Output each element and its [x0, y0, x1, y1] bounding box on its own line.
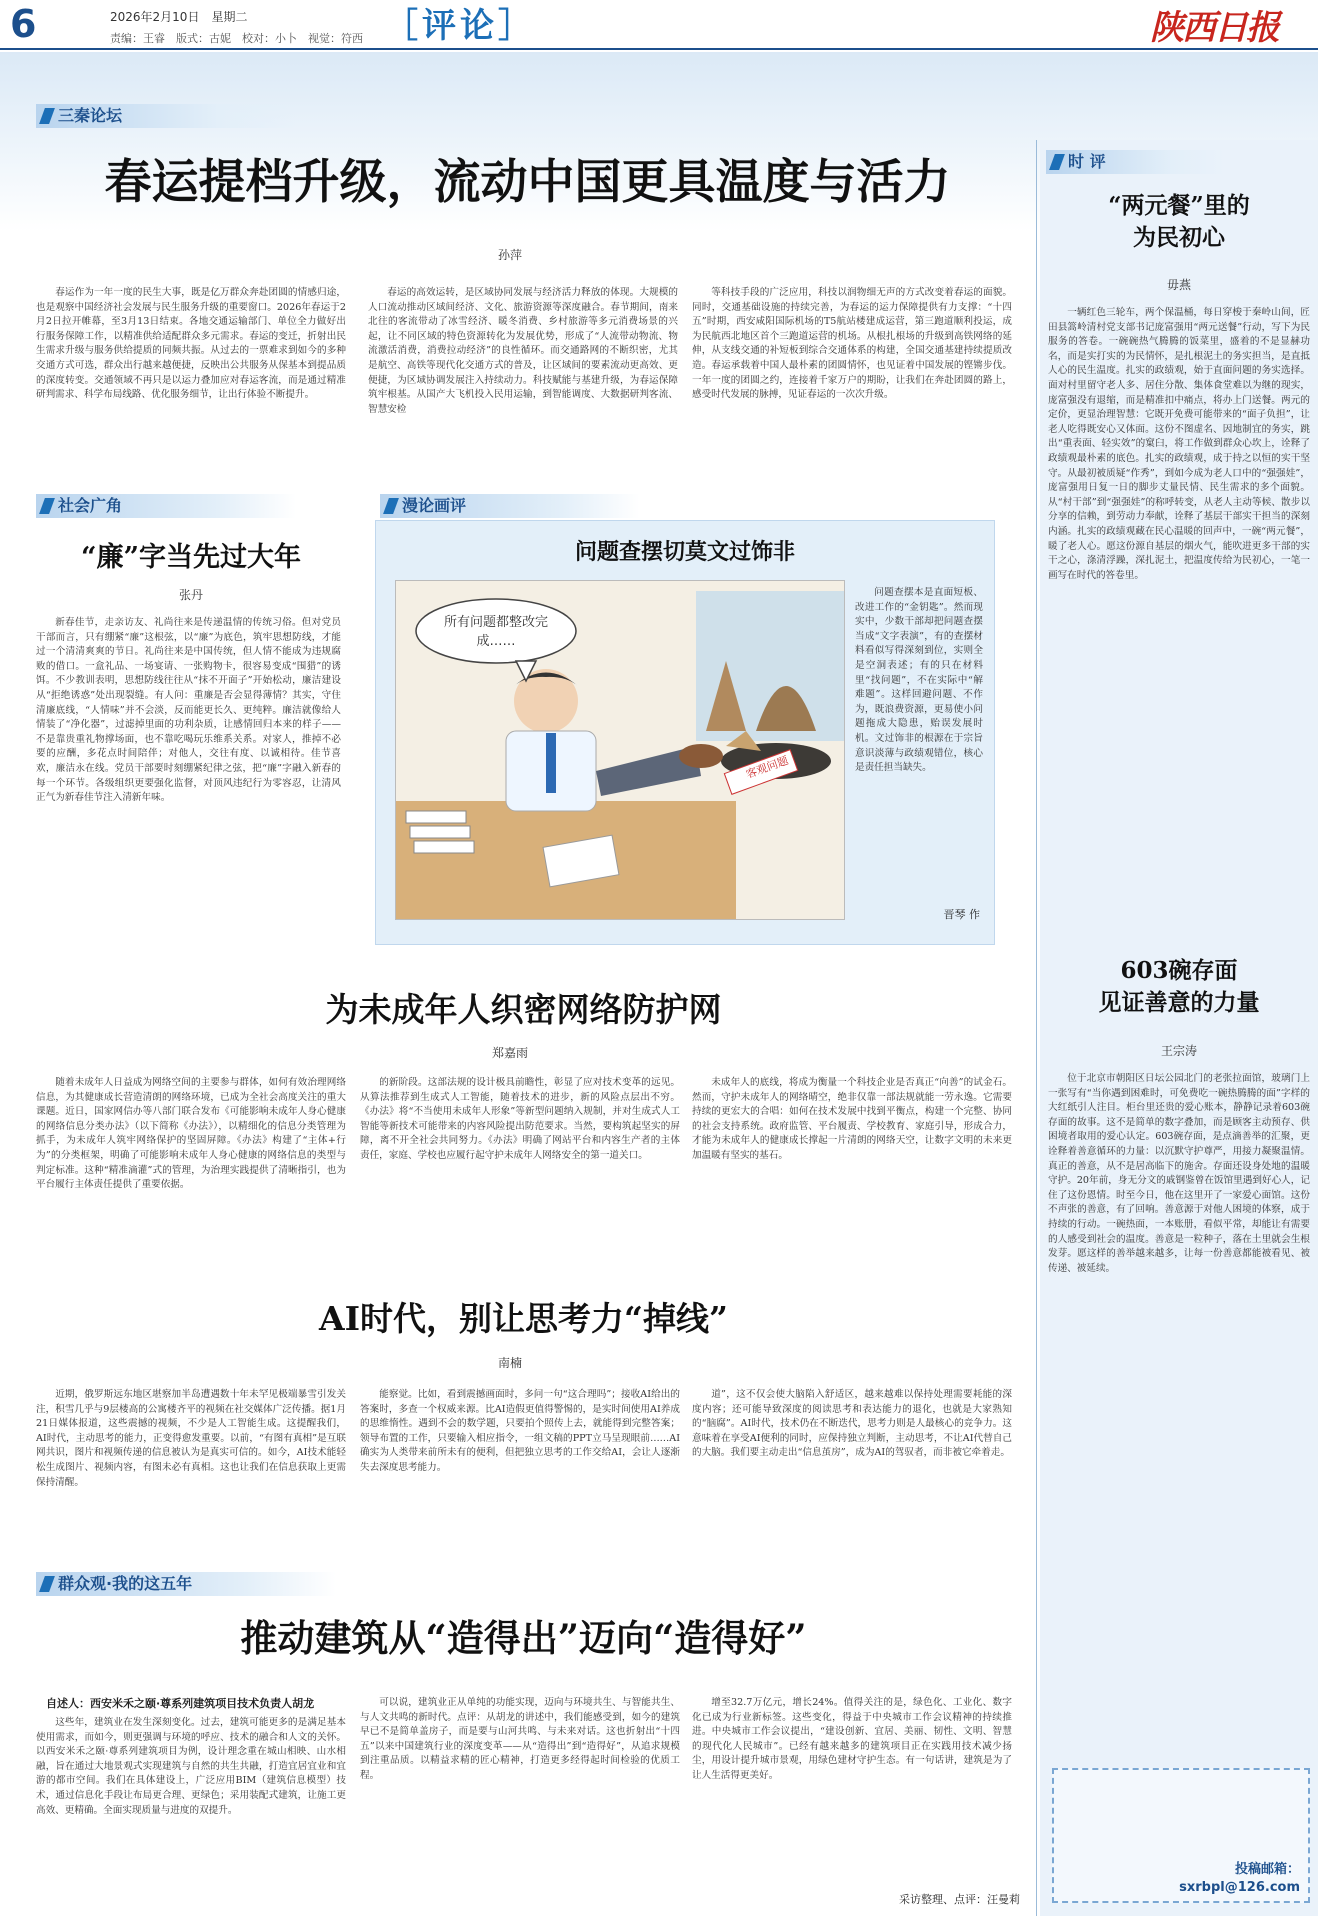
- page-number: 6: [10, 2, 37, 46]
- main-headline: 春运提档升级，流动中国更具温度与活力: [104, 155, 951, 210]
- sign-text: 客观问题: [744, 753, 791, 782]
- cartoon-headline: 问题查摆切莫文过饰非: [574, 539, 795, 565]
- section-title: ［评论］: [384, 6, 536, 46]
- minor-body-col2: 的新阶段。这部法规的设计极具前瞻性，彰显了应对技术变革的远见。从算法推荐到生成式人工智能，随着技术的进步，新的风险点层出不穷。《办法》将“不当使用未成年人形象”等新型问题纳入规制，并对生成式人工智能等新技术可能带来的内容风险提出防范要求。当然，要构筑起坚实的屏障，离不开全社会共同努力。《办法》明确了网站平台和内容生产者的主体责任，家庭、学校也应履行起守护未成年人网络安全的第一道关口。: [360, 1077, 680, 1161]
- liangyuan-headline-line1: “两元餐”里的: [1108, 192, 1250, 219]
- submission-label: 投稿邮箱：: [1234, 1862, 1300, 1877]
- minor-headline: 为未成年人织密网络防护网: [325, 990, 722, 1029]
- column-tag-qunzhong: 群众观·我的这五年: [36, 1572, 336, 1596]
- noodles-headline-line2: 见证善意的力量: [1098, 989, 1260, 1016]
- ai-headline: AI时代，别让思考力“掉线”: [318, 1299, 728, 1338]
- building-body-col3: 增至32.7万亿元，增长24%。值得关注的是，绿色化、工业化、数字化已成为行业新标签。这些变化，得益于中央城市工作会议精神的持续推进。中央城市工作会议提出，“建设创新、宜居、美丽、韧性、文明、智慧的现代化人民城市”。已经有越来越多的建筑项目正在实践用技术减少扬尘，用设计提升城市景观，用绿色建材守护生态。有一句话讲，建筑是为了让人生活得更美好。: [692, 1697, 1012, 1781]
- column-tag-manlun: 漫论画评: [380, 494, 640, 518]
- liangyuan-headline-line2: 为民初心: [1133, 224, 1225, 251]
- main-byline: 孙萍: [497, 248, 522, 262]
- lian-byline: 张丹: [178, 588, 203, 602]
- column-tag-shehui: 社会广角: [36, 494, 296, 518]
- building-body-col1: 这些年，建筑业在发生深刻变化。过去，建筑可能更多的是满足基本使用需求，而如今，则更强调与环境的呼应、技术的融合和人文的关怀。以西安米禾之颐·尊系列建筑项目为例，设计理念重在城山相映、山水相融，旨在通过大地景观式实现建筑与自然的共生共融，打造宜居宜业和宜游的都市空间。我们在具体建设上，广泛应用BIM（建筑信息模型）技术，通过信息化手段让布局更合理、更绿色；采用装配式建筑，让施工更高效、更精确。全面实现质量与进度的双提升。: [36, 1717, 346, 1816]
- building-intro-name: 西安米禾之颐·尊系列建筑项目技术负责人胡龙: [90, 1697, 315, 1710]
- minor-body-col3: 未成年人的底线，将成为衡量一个科技企业是否真正“向善”的试金石。然而，守护未成年人的网络晴空，绝非仅靠一部法规就能一劳永逸。它需要持续的更宏大的合唱：如何在技术发展中找到平衡点，构建一个完整、协同的社会支持系统。政府监管、平台履责、学校教育、家庭引导，形成合力，才能为未成年人的健康成长撑起一片清朗的网络天空，让数字文明的未来更加温暖有坚实的基石。: [692, 1077, 1012, 1161]
- building-body-col2: 可以说，建筑业正从单纯的功能实现，迈向与环境共生、与智能共生、与人文共鸣的新时代。点评：从胡龙的讲述中，我们能感受到，如今的建筑早已不是简单盖房子，而是要与山河共鸣、与未来对话。这也折射出“十四五”以来中国建筑行业的深度变革——从“造得出”到“造得好”，从追求规模到注重品质。以精益求精的匠心精神，打造更多经得起时间检验的优质工程。: [360, 1697, 680, 1781]
- main-body-col3: 等科技手段的广泛应用，科技以润物细无声的方式改变着春运的面貌。同时，交通基础设施的持续完善，为春运的运力保障提供有力支撑：“十四五”时期，西安咸阳国际机场的T5航站楼建成运营，第三跑道顺利投运，成为民航西北地区首个三跑道运营的机场。从根扎根场的升级到高铁网络的延伸，从支线交通的补短板到综合交通体系的构建，全国交通基建持续提质改造。春运承载着中国人最朴素的团圆情怀，也见证着中国发展的铿锵步伐。一年一度的团圆之约，连接着千家万户的期盼，让我们在奔赴团圆的路上，感受时代发展的脉搏，见证春运的一次次升级。: [692, 287, 1012, 401]
- minor-byline: 郑嘉雨: [491, 1046, 528, 1060]
- lian-body: 新春佳节，走亲访友、礼尚往来是传递温情的传统习俗。但对党员干部而言，只有绷紧“廉”这根弦，以“廉”为底色，筑牢思想防线，才能过一个清清爽爽的节日。礼尚往来是中国传统，但人情不能成为违规腐败的借口。一盒礼品、一场宴请、一张购物卡，很容易变成“围猎”的诱饵。不少教训表明，思想防线往往从“抹不开面子”开始松动，廉洁建设从“拒绝诱惑”处出现裂缝。有人问：重廉是否会显得薄情？其实，守住清廉底线，“人情味”并不会淡，反而能更长久、更纯粹。廉洁就像给人情装了“净化器”，过滤掉里面的功利杂质，让感情回归本来的样子——不是靠贵重礼物撑场面，也不靠吃喝玩乐维系关系。对家人，推掉不必要的应酬，多花点时间陪伴；对他人，交往有度、以诚相待。佳节喜欢，廉洁永在线。党员干部要时刻绷紧纪律之弦，把“廉”字融入新春的每一个环节。各级组织更要强化监督，对顶风违纪行为零容忍，让清风正气为新春佳节注入清新年味。: [36, 617, 341, 804]
- column-divider: [1036, 140, 1037, 1916]
- building-intro-label: 自述人：: [46, 1697, 90, 1710]
- building-intro: [46, 1696, 346, 1712]
- liangyuan-body: 一辆红色三轮车，两个保温桶，每日穿梭于秦岭山间，匠田县篙岭清村党支部书记庞富强用“两元送餐”行动，写下为民服务的答卷。一碗碗热气腾腾的饭菜里，盛着的不是显赫功名，而是实打实的为民情怀，是扎根泥土的务实担当，是直抵人心的民生温度。扎实的政绩观，始于直面问题的务实选择。面对村里留守老人多、居住分散、集体食堂难以为继的现实，庞富强没有退缩，而是精准扣中痛点，将办上门送餐。两元的定价，更显治理智慧：它既开免费可能带来的“面子负担”，让老人吃得既安心又体面。这份不图虚名、因地制宜的务实，跳出“重表面、轻实效”的窠臼，将工作做到群众心坎上，诠释了政绩观最朴素的底色。扎实的政绩观，成于持之以恒的实干坚守。从最初被质疑“作秀”，到如今成为老人口中的“强强娃”，庞富强用日复一日的脚步丈量民情、民生需求的多个面貌。从“村干部”到“强强娃”的称呼转变，从老人主动等候、散步以分享的信赖，到劳动力奉献，诠释了基层干部实干担当的深刻内涵。扎实的政绩观藏在民心温暖的回声中，一碗“两元餐”，暖了老人心。愿这份源自基层的烟火气，能吹进更多干部的实干之心，涤清浮躁，深扎泥土，把温度传给为民初心，一笔一画写在时代的答卷里。: [1048, 307, 1310, 581]
- ai-body-col3: 道”，这不仅会使大脑陷入舒适区，越来越难以保持处理需要耗能的深度内容；还可能导致深度的阅读思考和表达能力的退化，也就是大家熟知的“脑腐”。AI时代，技术仍在不断迭代，思考力则是人最核心的竞争力。这意味着在享受AI便利的同时，应保持独立判断，主动思考，不让AI代替自己的大脑。我们要主动走出“信息茧房”，成为AI的驾驭者，而非被它牵着走。: [692, 1389, 1012, 1459]
- main-body-col2: 春运的高效运转，是区域协同发展与经济活力释放的体现。大规模的人口流动推动区域间经济、文化、旅游资源等深度融合。春节期间，南来北往的客流带动了冰雪经济、暖冬消费、乡村旅游等多元消费场景的兴起，让不同区域的特色资源转化为发展优势，形成了“人流带动物流、物流激活消费，消费拉动经济”的良性循环。而交通路网的不断织密，尤其是航空、高铁等现代化交通方式的普及，让区域间的要素流动更高效、更便捷，为区域协调发展注入持续动力。科技赋能与基建升级，为春运保障筑牢根基。从国产大飞机投入民用运输，到智能调度、大数据研判客流、智慧安检: [368, 287, 678, 415]
- ai-byline: 南楠: [497, 1356, 522, 1370]
- masthead: [0, 0, 1318, 50]
- minor-body-col1: 随着未成年人日益成为网络空间的主要参与群体，如何有效治理网络信息，为其健康成长营造清朗的网络环境，已成为全社会高度关注的重大课题。近日，国家网信办等八部门联合发布《可能影响未成年人身心健康的网络信息分类办法》（以下简称《办法》），以精细化的信息分类管理为抓手，为未成年人筑牢网络保护的坚固屏障。《办法》构建了“主体+行为”的分类框架，明确了可能影响未成年人身心健康的网络信息的类型与判定标准。这种“精准滴灌”式的管理，为治理实践提供了清晰指引，也为平台履行主体责任提供了重要依据。: [36, 1077, 346, 1191]
- noodles-byline: 王宗涛: [1160, 1044, 1197, 1058]
- liangyuan-byline: 毋燕: [1166, 278, 1191, 292]
- building-headline: 推动建筑从“造得出”迈向“造得好”: [240, 1616, 807, 1660]
- ai-body-col1: 近期，俄罗斯远东地区堪察加半岛遭遇数十年未罕见极端暴雪引发关注，积雪几乎与9层楼高的公寓楼齐平的视频在社交媒体广泛传播。据1月21日媒体报道，这些震撼的视频，不少是人工智能生成。这提醒我们，AI时代，主动思考的能力，正变得愈发重要。以前，“有图有真相”是互联网共识，图片和视频传递的信息被认为是真实可信的。如今，AI技术能轻松生成图片、视频内容，有图未必有真相。这也让我们在信息获取上更需保持清醒。: [36, 1389, 346, 1488]
- cartoon-illustration: [395, 580, 845, 920]
- lian-headline: “廉”字当先过大年: [80, 542, 302, 573]
- speech-bubble-text: 所有问题都整改完成……: [443, 615, 548, 649]
- submission-email[interactable]: sxrbpl@126.com: [1179, 1880, 1300, 1895]
- building-credit: 采访整理、点评：汪曼莉: [899, 1893, 1020, 1906]
- column-tag-shiping: 时 评: [1046, 150, 1226, 174]
- ai-body-col2: 能察觉。比如，看到震撼画面时，多问一句“这合理吗”；接收AI给出的答案时，多查一个权威来源。比AI造假更值得警惕的，是实时间使用AI养成的思维惰性。遇到不会的数学题，只要拍个照传上去，就能得到完整答案；领导布置的工作，只要输入相应指令，一组文稿的PPT立马呈现眼前……AI确实为人类带来前所未有的便利，但把独立思考的工作交给AI，会让人逐渐失去深度思考能力。: [360, 1389, 680, 1473]
- cartoon-author: 晋琴 作: [943, 908, 980, 921]
- noodles-body: 位于北京市朝阳区日坛公园北门的老张拉面馆，玻璃门上一张写有“当你遇到困难时，可免费吃一碗热腾腾的面”字样的大红纸引人注目。柜台里还贵的爱心账本，静静记录着603碗存面的故事。这不是简单的数字叠加，而是顾客主动预存、供困境者取用的爱心认定。603碗存面，是点滴善举的汇聚，更诠释着善意循环的力量：以沉默守护尊严，用接力凝聚温情。真正的善意，从不是居高临下的施舍。存面还设身处地的温暖守护。20年前，身无分文的戚钢鉴曾在饭馆里遇到好心人，记住了这份恩情。时至今日，他在这里开了一家爱心面馆。这份不声张的善意，有了回响。善意源于对他人困境的体察，成于持续的行动。一碗热面，一本账册，看似平常，却能让有需要的人感受到社会的温度。善意是一粒种子，落在土里就会生根发芽。愿这样的善举越来越多，让每一份善意都能被看见、被传递、被延续。: [1048, 1073, 1310, 1274]
- newspaper-logo: 陕西日报: [1150, 8, 1278, 48]
- issue-date: 2026年2月10日 星期二: [110, 10, 248, 24]
- noodles-headline-line1: 603碗存面: [1120, 957, 1238, 984]
- editors-credit: 责编：王睿 版式：古妮 校对：小卜 视觉：符西: [110, 32, 363, 45]
- cartoon-commentary: 问题查摆本是直面短板、改进工作的“金钥匙”。然而现实中，少数干部却把问题查摆当成“文字表演”，有的查摆材料看似写得深刻到位，实则全是空洞表述；有的只在材料里“找问题”，不在实际中“解难题”。这样回避问题、不作为，既浪费资源，更易使小问题拖成大隐患，贻误发展时机。文过饰非的根源在于宗旨意识淡薄与政绩观错位，核心是责任担当缺失。: [855, 587, 983, 774]
- column-tag-sanqin: 三秦论坛: [36, 104, 296, 128]
- main-body-col1: 春运作为一年一度的民生大事，既是亿万群众奔赴团圆的情感归途，也是观察中国经济社会发展与民生服务升级的重要窗口。2026年春运于2月2日拉开帷幕，至3月13日结束。各地交通运输部门、单位全力做好出行服务保障工作，以精准供给适配群众多元需求。春运的变迁，折射出民生需求升级与服务供给提质的同频共振。从过去的一票难求到如今的多种交通方式可选，群众出行越来越便捷，反映出公共服务从保基本到提品质的深度转变。交通领域不再只是以运力叠加应对春运客流，而是通过精准研判需求、科学布局线路、优化服务细节，让出行体验不断提升。: [36, 287, 346, 401]
